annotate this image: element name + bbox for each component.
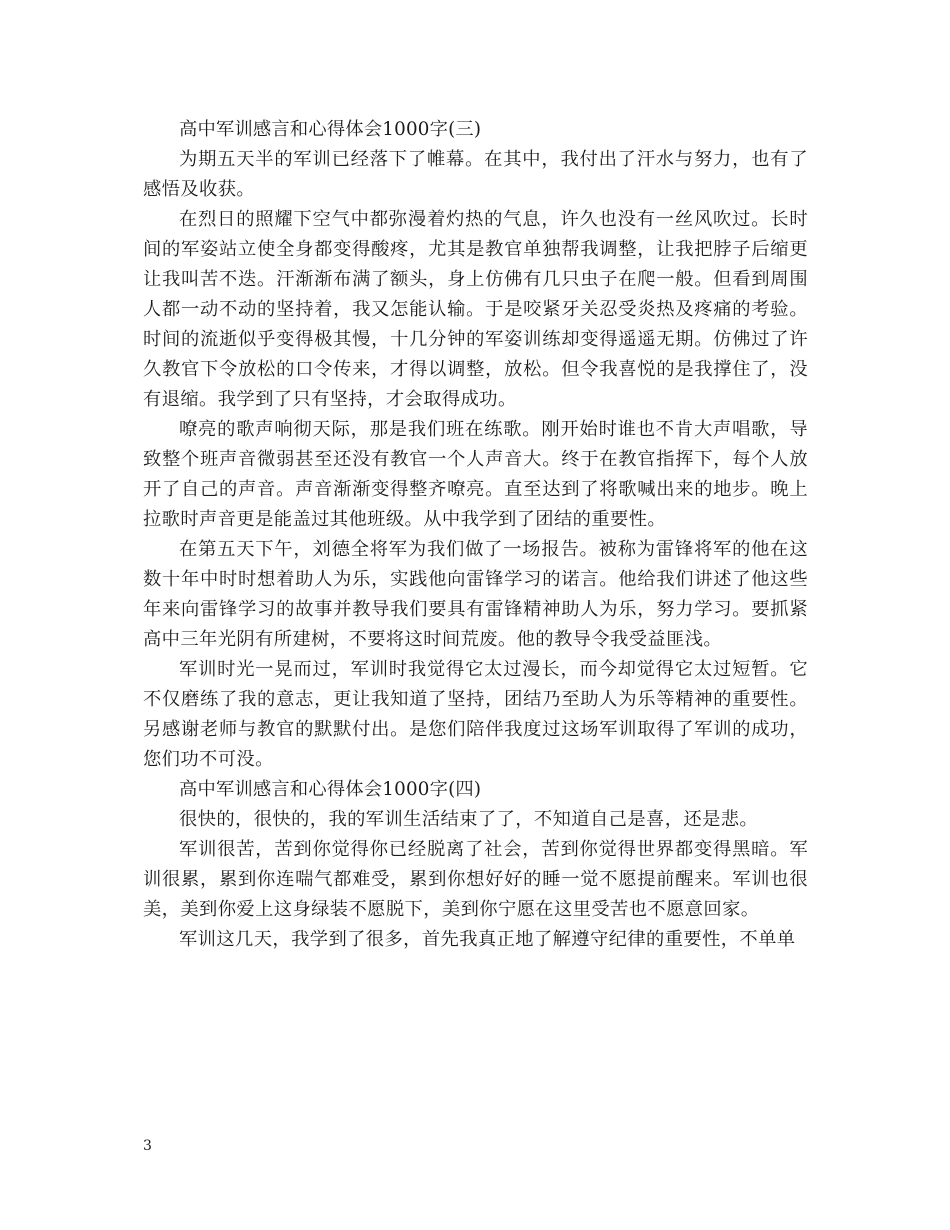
section-heading-3: 高中军训感言和心得体会1000字(三) xyxy=(179,119,482,140)
paragraph-4-2: 军训很苦，苦到你觉得你已经脱离了社会，苦到你觉得世界都变得黑暗。军训很累，累到你连喘气都难受，累到你想好好的睡一觉不愿提前醒来。军训也很美，美到你爱上这身绿装不愿脱下，美到你宁愿在这里受苦也不愿意回家。 xyxy=(143,839,808,920)
paragraph-4-1: 很快的，很快的，我的军训生活结束了了，不知道自己是喜，还是悲。 xyxy=(179,809,759,830)
paragraph-3-2: 在烈日的照耀下空气中都弥漫着灼热的气息，许久也没有一丝风吹过。长时间的军姿站立使全身都变得酸疼，尤其是教官单独帮我调整，让我把脖子后缩更让我叫苦不迭。汗渐渐布满了额头，身上仿佛有几只虫子在爬一般。但看到周围人都一动不动的坚持着，我又怎能认输。于是咬紧牙关忍受炎热及疼痛的考验。时间的流逝似乎变得极其慢，十几分钟的军姿训练却变得遥遥无期。仿佛过了许久教官下令放松的口令传来，才得以调整，放松。但令我喜悦的是我撑住了，没有退缩。我学到了只有坚持，才会取得成功。 xyxy=(143,209,808,410)
paragraph-4-3: 军训这几天，我学到了很多，首先我真正地了解遵守纪律的重要性，不单单 xyxy=(179,929,796,950)
document-body xyxy=(143,115,808,955)
page-number: 3 xyxy=(143,1138,152,1154)
paragraph-3-3: 嘹亮的歌声响彻天际，那是我们班在练歌。刚开始时谁也不肯大声唱歌，导致整个班声音微弱甚至还没有教官一个人声音大。终于在教官指挥下，每个人放开了自己的声音。声音渐渐变得整齐嘹亮。直至达到了将歌喊出来的地步。晚上拉歌时声音更是能盖过其他班级。从中我学到了团结的重要性。 xyxy=(143,419,808,530)
section-heading-4: 高中军训感言和心得体会1000字(四) xyxy=(179,779,482,800)
paragraph-3-1: 为期五天半的军训已经落下了帷幕。在其中，我付出了汗水与努力，也有了感悟及收获。 xyxy=(143,149,808,200)
paragraph-3-4: 在第五天下午，刘德全将军为我们做了一场报告。被称为雷锋将军的他在这数十年中时时想着助人为乐，实践他向雷锋学习的诺言。他给我们讲述了他这些年来向雷锋学习的故事并教导我们要具有雷锋精神助人为乐，努力学习。要抓紧高中三年光阴有所建树，不要将这时间荒废。他的教导令我受益匪浅。 xyxy=(143,539,808,650)
paragraph-3-5: 军训时光一晃而过，军训时我觉得它太过漫长，而今却觉得它太过短暂。它不仅磨练了我的意志，更让我知道了坚持，团结乃至助人为乐等精神的重要性。另感谢老师与教官的默默付出。是您们陪伴我度过这场军训取得了军训的成功，您们功不可没。 xyxy=(143,659,808,770)
